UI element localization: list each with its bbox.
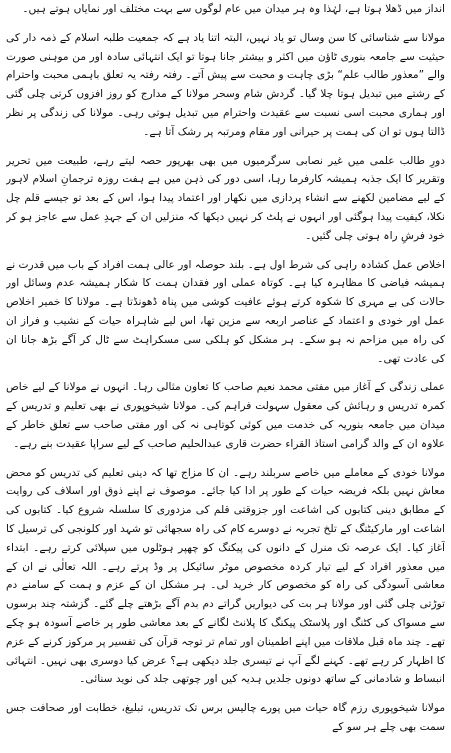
document-page: [6, 0, 445, 753]
paragraph-acquaintance: مولانا سے شناسائی کا سن وسال تو یاد نہیں، البتہ اتنا یاد ہے کہ جمعیت طلبہ اسلام کے ذمہ دار کی حیثیت سے جامعہ بنوری ٹاؤن میں اکثر و بیشتر جانا ہوتا تو ایک انتہائی سادہ اور من موہنی صورت والے ”معذور طالب علم“ بڑی چاہت و محبت سے پیش آتے۔ رفتہ رفتہ یہ تعلق باہمی محبت واحترام کے رشتے میں تبدیل ہوتا چلا گیا۔ گردش شام وسحر مولانا کے مدارج کو روز افزوں کرتی چلی گئی اور ہماری محبت اسی نسبت سے عقیدت واحترام میں تبدیل ہوتی رہی۔ مولانا کی زندگی پر نظر ڈالتا ہوں تو ان کی ہمت پر حیرانی اور مقام ومرتبہ پر رشک آتا ہے۔: [6, 31, 445, 138]
paragraph-closing-fragment: مولانا شیخوپوری رزم گاہ حیات میں پورے چالیس برس تک تدریس، تبلیغ، خطابت اور صحافت جس سمت بھی چلے ہر سو کے: [6, 702, 445, 733]
paragraph-sincerity: اخلاص عمل کشادہ راہی کی شرط اول ہے۔ بلند حوصلہ اور عالی ہمت افراد کے باب میں قدرت نے ہمیشہ فیاضی کا مظاہرہ کیا ہے۔ کوتاہ عملی اور فقدان ہمت کا شکار ہمیشہ عدم وسائل اور حالات کی بے مہری کا شکوہ کرتے ہوئے عافیت کوشی میں پناہ ڈھونڈتا ہے۔ مولانا کا خمیر اخلاص عمل اور خودی و اعتماد کے عناصر اربعہ سے مزین تھا، اس لیے شاہراہ حیات کے نشیب و فراز ان کی راہ میں مزاحم نہ ہو سکے۔ ہر مشکل کو ہلکی سی مسکراہٹ سے ٹال کر آگے بڑھ جانا ان کی عادت تھی۔: [6, 258, 445, 365]
paragraph-intro-fragment: انداز میں ڈھلا ہوتا ہے، لہٰذا وہ ہر میدان میں عام لوگوں سے بہت مختلف اور نمایاں ہوتے ہیں۔: [22, 3, 445, 15]
paragraph-practical-life: عملی زندگی کے آغاز میں مفتی محمد نعیم صاحب کا تعاون مثالی رہا۔ انہوں نے مولانا کے لیے خاص کمرہ تدریس و رہائش کی معقول سہولت فراہم کی۔ مولانا شیخوپوری نے بھی تعلیم و تدریس کے میدان میں جامعہ بنوریہ کی خدمت میں کوئی کوتاہی نہ کی اور مفتی صاحب سے تعلق خاطر کے علاوہ ان کے والد گرامی استاذ القراء حضرت قاری عبدالحلیم صاحب کے لیے سراپا عقیدت بنے رہے۔: [6, 381, 445, 450]
paragraph-student-life: دورِ طالب علمی میں غیر نصابی سرگرمیوں میں بھی بھرپور حصہ لیتے رہے، طبیعت میں تحریر وتقریر کا ایک جذبہ ہمیشہ کارفرما رہا، اسی دور کی ذہن میں ہے ہفت روزہ ترجمانِ اسلام لاہور کے لیے مضامین لکھنے سے انشاء پردازی میں نکھار اور اعتماد پیدا ہوا، اس کے بعد تو جیسے قلم چل نکلا، کیفیت پیدا ہوگئی اور انہوں نے پلٹ کر نہیں دیکھا کہ منزلیں ان کے جہدِ عمل سے عاجز ہو کر خود فرشِ راہ ہوتی چلی گئیں۔: [6, 154, 445, 242]
paragraph-self-reliance: مولانا خودی کے معاملے میں خاصے سربلند رہے۔ ان کا مزاج تھا کہ دینی تعلیم کی تدریس کو محض معاش نہیں بلکہ فریضہ حیات کے طور پر ادا کیا جائے۔ موصوف نے اپنے ذوق اور اسلاف کی روایت کے مطابق دینی کتابوں کی اشاعت اور جزوقتی قلم کی مزدوری کا سلسلہ شروع کیا۔ کتابوں کی اشاعت اور مارکیٹنگ کے تلخ تجربہ نے دوسرے کام کی راہ سجھائی تو شہد اور کلونجی کی ترسیل کا آغاز کیا۔ ایک عرصہ تک منرل کے دانوں کی پیکنگ کو چھپر ہوٹلوں میں سپلائی کرتے رہے۔ ابتداء میں معذور افراد کے لیے تیار کردہ مخصوص موٹر سائیکل پر وڈ پرتے رہے۔ اللہ تعالٰی نے ان کے معاشی آسودگی کی راہ کو مخصوص کار خرید لی۔ ہر مشکل ان کے عزم و ہمت کے سامنے دم توڑتی چلی گئی اور مولانا ہر بت کی دیواریں گراتے دم بدم آگے بڑھتے چلے گئے۔ گزشتہ چند برسوں سے مسواک کی کٹنگ اور پلاسٹک پیکنگ کا پلانٹ لگانے کے بعد معاشی طور پر خاصے آسودہ ہو چکے تھے۔ چند ماہ قبل ملاقات میں اپنے اطمینان اور تمام تر توجہ قرآن کی تفسیر پر مرکوز کرنے کے عزم کا اظہار کر رہے تھے۔ کہنے لگے آپ نے تیسری جلد دیکھی ہے؟ عرض کیا دوسری بھی نہیں۔ انتہائی انبساط و شادمانی کے ساتھ دونوں جلدیں ہدیہ کیں اور چوتھی جلد کی نوید سنائی۔: [6, 466, 445, 686]
